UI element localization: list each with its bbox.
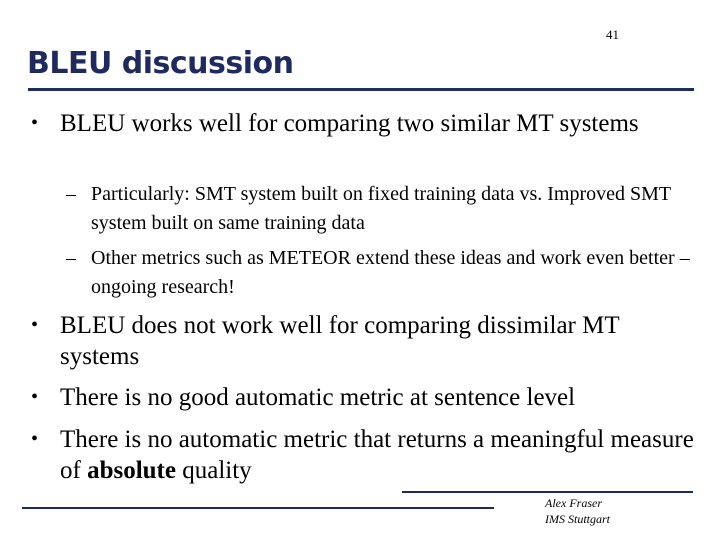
sub-bullet-mark: – [66,247,76,269]
bullet-item [31,108,680,139]
bullet-text: There is no good automatic metric at sentence level [60,384,576,411]
bullet-item [31,382,700,413]
bullet-item [31,310,700,372]
sub-bullet-item [66,180,691,238]
bullet-mark: • [31,314,39,336]
sub-bullet-text: Particularly: SMT system built on fixed training data vs. Improved SMT system built on same training data [91,183,671,234]
footer-author: Alex Fraser [545,496,602,510]
page-number: 41 [606,27,619,42]
footer-institution: IMS Stuttgart [545,512,610,526]
footer [545,495,610,527]
footer-rule-right [402,491,693,493]
title-rule [28,88,694,91]
sub-bullet-item [66,244,691,302]
bullet-mark: • [31,386,39,408]
slide-title: BLEU discussion [27,46,294,81]
bullet-text: BLEU does not work well for comparing dissimilar MT systems [60,312,620,370]
sub-bullet-mark: – [66,183,76,205]
bullet-item [31,424,700,486]
bullet-text-end: quality [175,457,252,484]
bullet-mark: • [31,428,39,450]
bullet-emphasis: absolute [87,457,176,484]
bullet-text: BLEU works well for comparing two similar MT systems [60,110,639,137]
footer-rule-left [22,507,494,509]
sub-bullet-text: Other metrics such as METEOR extend these ideas and work even better – ongoing research! [91,247,690,298]
bullet-text: There is no automatic metric that returns a meaningful measure of [60,426,694,484]
bullet-mark: • [31,112,39,134]
